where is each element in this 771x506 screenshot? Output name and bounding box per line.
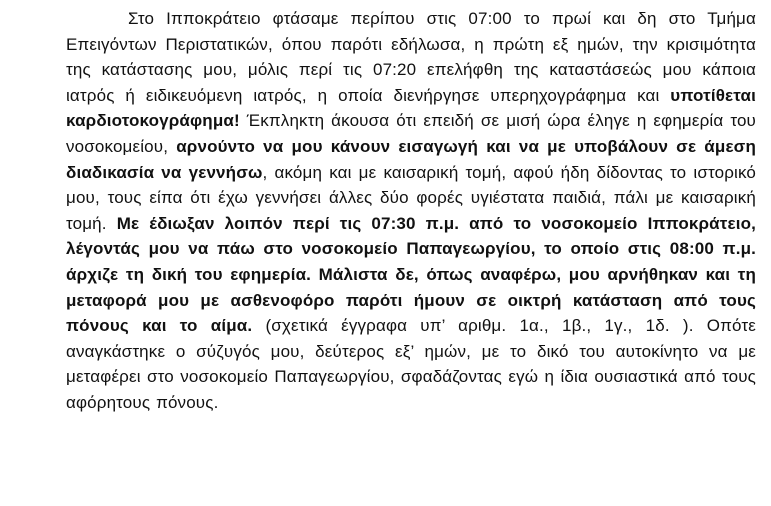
bold-text-run: υποτίθεται καρδιοτοκογράφημα! <box>66 85 756 131</box>
text-run: Έκπληκτη άκουσα ότι επειδή σε μισή ώρα έληγε η εφημερία του νοσοκομείου, <box>66 111 756 156</box>
body-paragraph <box>66 0 756 416</box>
bold-text-run: Με έδιωξαν λοιπόν περί τις 07:30 π.μ. από το νοσοκομείο Ιπποκράτειο, λέγοντάς μου να πάω στο νοσοκομείο Παπαγεωργίου, το οποίο στις 08:00 π.μ. άρχιζε τη δική του εφημερία. Μάλιστα δε, όπως αναφέρω, μου αρνήθηκαν και τη μεταφορά μου με ασθενοφόρο παρότι ήμουν σε οικτρή κατάσταση από τους πόνους και το αίμα. <box>66 213 756 336</box>
document-page <box>66 0 756 506</box>
text-run: , ακόμη και με καισαρική τομή, αφού ήδη δίδοντας το ιστορικό μου, τους είπα ότι έχω γεννήσει άλλες δύο φορές υγιέστατα παιδιά, πάλι με καισαρική τομή. <box>66 162 756 233</box>
text-run: Στο Ιπποκράτειο φτάσαμε περίπου στις 07:00 το πρωί και δη στο Τμήμα Επειγόντων Περιστατικών, όπου παρότι εδήλωσα, η πρώτη εξ ημών, την κρισιμότητα της κατάστασης μου, μόλις περί τις 07:20 επελήφθη της καταστάσεώς μου κάποια ιατρός ή ειδικευόμενη ιατρός, η οποία διενήργησε υπερηχογράφημα και <box>66 9 756 105</box>
bold-text-run: αρνούντο να μου κάνουν εισαγωγή και να με υποβάλουν σε άμεση διαδικασία να γεννήσω <box>66 136 756 182</box>
text-run: (σχετικά έγγραφα υπ’ αριθμ. 1α., 1β., 1γ., 1δ. ). Οπότε αναγκάστηκε ο σύζυγός μου, δεύτερος εξ’ ημών, με το δικό του αυτοκίνητο να με μεταφέρει στο νοσοκομείο Παπαγεωργίου, σφαδάζοντας εγώ η ίδια ουσιαστικά από τους αφόρητους πόνους. <box>66 316 756 412</box>
